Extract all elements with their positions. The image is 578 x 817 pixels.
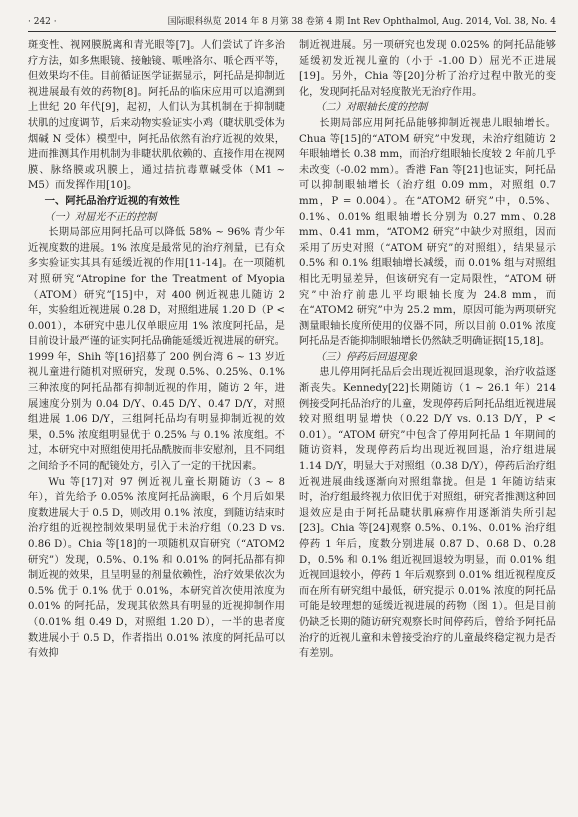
body-columns [28,38,556,662]
subsection-heading: （三）停药后回退现象 [315,351,418,363]
running-head [28,16,556,32]
paragraph: 制近视进展。另一项研究也发现 0.025% 的阿托品能够延缓初发近视儿童的（小于 -1.00 D）屈光不正进展[19]。另外，Chia 等[20]分析了治疗过程中散光的变化，发现阿托品对轻度散光无治疗作用。 [299,40,556,98]
subsection-heading: （二）对眼轴长度的控制 [315,102,428,114]
section-heading: 一、阿托品治疗近视的有效性 [44,194,180,207]
subsection-heading: （一）对屈光不正的控制 [44,211,157,223]
left-column [28,38,285,662]
paragraph: 斑变性、视网膜脱离和青光眼等[7]。人们尝试了许多治疗方法，如多焦眼镜、接触镜、哌唑洛尔、哌仑西平等，但效果均不佳。目前循证医学证据显示，阿托品是抑制近视进展最有效的药物[8]。阿托品的临床应用可以追溯到上世纪 20 年代[9]，起初，人们认为其机制在于抑制睫状肌的过度调节，后来动物实验证实小鸡（睫状肌受体为烟碱 N 受体）模型中，阿托品依然有治疗近视的效果，进而推测其作用机制为非睫状肌依赖的、直接作用在视网膜、脉络膜或巩膜上，通过拮抗毒蕈碱受体（M1 ~ M5）而发挥作用[10]。 [28,40,285,192]
right-column [299,38,556,662]
page-number: · 242 · [28,17,57,27]
paragraph: 长期局部应用阿托品能够抑制近视患儿眼轴增长。Chua 等[15]的“ATOM 研究”中发现，未治疗组随访 2 年眼轴增长 0.38 mm，而治疗组眼轴长度较 2 年前几乎未改变（-0.02 mm）。香港 Fan 等[21]也证实，阿托品可以抑制眼轴增长（治疗组 0.09 mm，对照组 0.7 mm，P = 0.004）。在“ATOM2 研究”中，0.5%、0.1%、0.01% 组眼轴增长分别为 0.27 mm、0.28 mm、0.41 mm，“ATOM2 研究”中缺少对照组，因而采用了历史对照（“ATOM 研究”的对照组），结果显示 0.5% 和 0.1% 组眼轴增长减缓，而 0.01% 组与对照组相比无明显差异，但该研究有一定局限性，“ATOM 研究”中治疗前患儿平均眼轴长度为 24.8 mm，而在“ATOM2 研究”中为 25.2 mm，原因可能为两项研究测量眼轴长度所使用的仪器不同，所以目前 0.01% 浓度阿托品是否能抑制眼轴增长仍然缺乏明确证据[15,18]。 [299,117,556,348]
paragraph: 患儿停用阿托品后会出现近视回退现象，治疗收益逐渐丧失。Kennedy[22]长期随访（1 ~ 26.1 年）214 例接受阿托品治疗的儿童，发现停药后阿托品组近视进展较对照组明显增快（0.22 D/Y vs. 0.13 D/Y，P < 0.01）。“ATOM 研究”中包含了停用阿托品 1 年期间的随访资料，发现停药后均出现近视回退，治疗组进展 1.14 D/Y，明显大于对照组（0.38 D/Y），停药后治疗组近视进展曲线逐渐向对照组靠拢。但是 1 年随访结束时，治疗组最终视力依旧优于对照组，研究者推测这种回退效应是由于阿托品睫状肌麻痹作用逐渐消失所引起[23]。Chia 等[24]观察 0.5%、0.1%、0.01% 治疗组停药 1 年后，度数分别进展 0.87 D、0.68 D、0.28 D，0.5% 和 0.1% 组近视回退较为明显，而 0.01% 组近视回退较小，停药 1 年后观察到 0.01% 组近视程度反而在所有研究组中最低，研究提示 0.01% 浓度的阿托品可能是较理想的延缓近视进展的药物（图 1）。但是目前仍缺乏长期的随访研究观察长时间停药后，曾给予阿托品治疗的近视儿童和未曾接受治疗的儿童最终稳定视力是否有差别。 [299,367,556,660]
paragraph: 长期局部应用阿托品可以降低 58% ~ 96% 青少年近视度数的进展。1% 浓度是最常见的治疗剂量，已有众多实验证实其具有延缓近视的作用[11-14]。在一项随机对照研究“Atropine for the Treatment of Myopia（ATOM）研究”[15]中，对 400 例近视患儿随访 2 年，实验组近视进展 0.28 D，对照组进展 1.20 D（P < 0.001），本研究中患儿仅单眼应用 1% 浓度阿托品，是目前设计最严谨的证实阿托品确能延缓近视进展的研究。1999 年，Shih 等[16]招募了 200 例台湾 6 ~ 13 岁近视儿童进行随机对照研究，发现 0.5%、0.25%、0.1% 三种浓度的阿托品都有抑制近视的作用，随访 2 年，进展速度分别为 0.04 D/Y、0.45 D/Y、0.47 D/Y，对照组进展 1.06 D/Y，三组阿托品均有明显抑制近视的效果，0.5% 浓度组明显优于 0.25% 与 0.1% 浓度组。不过，本研究中对照组使用托品酰胺而非安慰剂，且不同组之间给予不同的配镜处方，引入了一定的干扰因素。 [28,227,285,473]
journal-citation: 国际眼科纵览 2014 年 8 月第 38 卷第 4 期 Int Rev Ophthalmol, Aug. 2014, Vol. 38, No. 4 [167,17,556,27]
paragraph: Wu 等[17]对 97 例近视儿童长期随访（3 ~ 8 年），首先给予 0.05% 浓度阿托品滴眼，6 个月后如果度数进展大于 0.5 D，则改用 0.1% 浓度，到随访结束时治疗组的近视控制效果明显优于未治疗组（0.23 D vs. 0.86 D）。Chia 等[18]的一项随机双盲研究（“ATOM2 研究”）发现，0.5%、0.1% 和 0.01% 的阿托品都有抑制近视的效果，且呈明显的剂量依赖性，治疗效果依次为 0.5% 优于 0.1% 优于 0.01%，本研究首次使用浓度为 0.01% 的阿托品，发现其依然具有明显的近视抑制作用（0.01% 组 0.49 D，对照组 1.20 D），一半的患者度数进展小于 0.5 D，作者指出 0.01% 浓度的阿托品可以有效抑 [28,476,285,660]
